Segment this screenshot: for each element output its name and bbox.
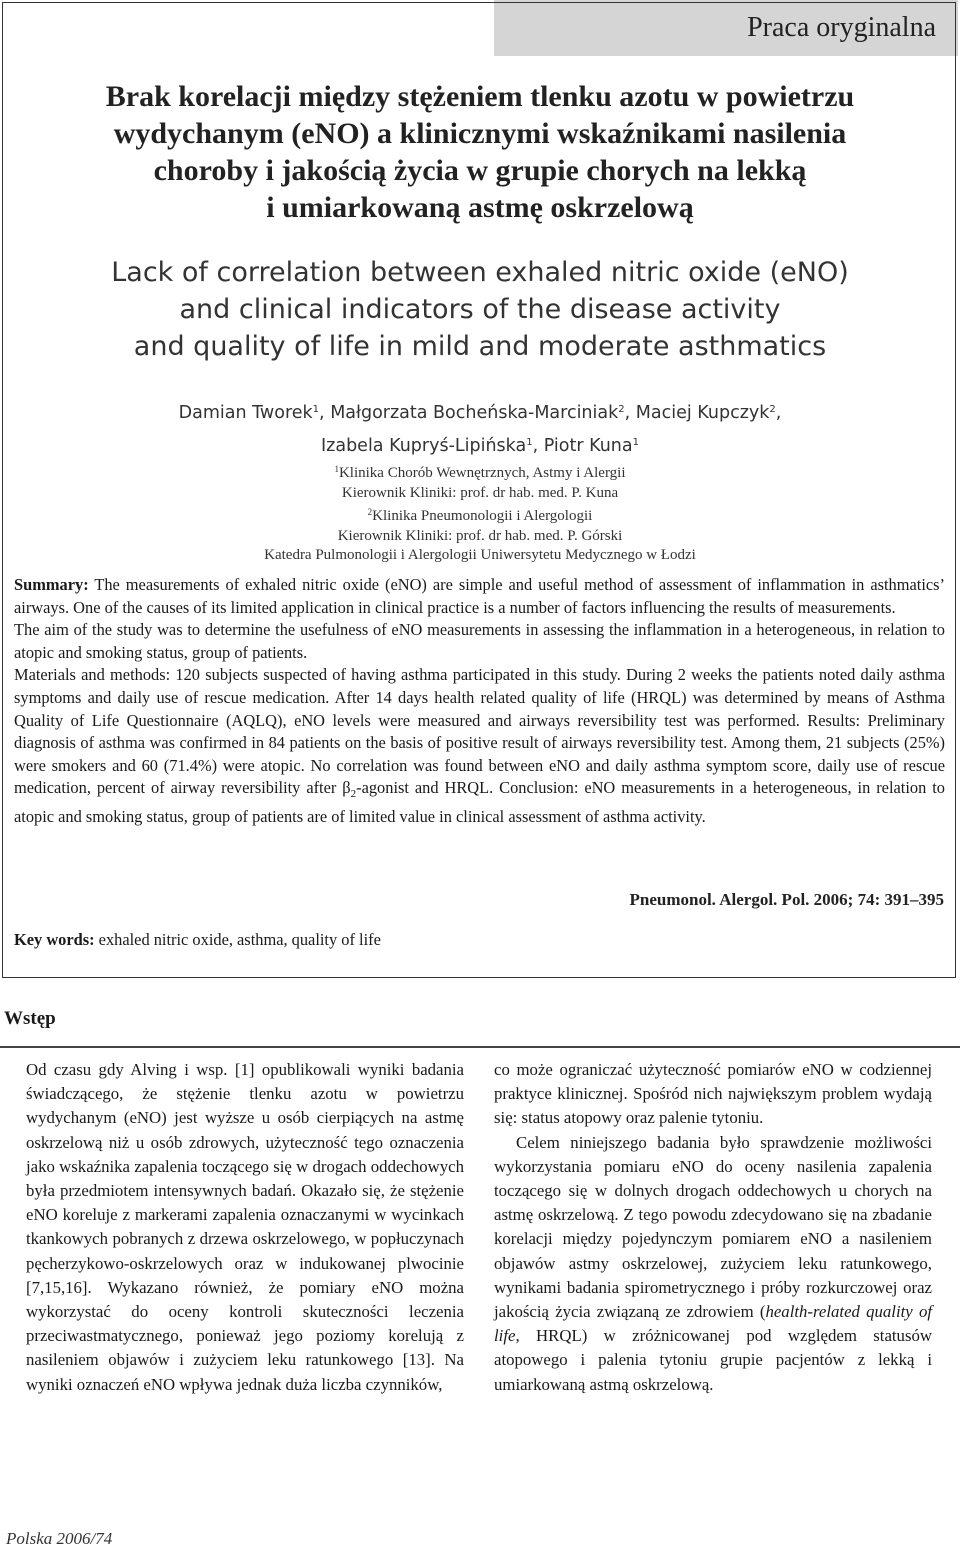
author-name: Piotr Kuna: [543, 436, 633, 456]
author-separator: ,: [319, 403, 331, 423]
section-heading: Wstęp: [4, 1008, 56, 1029]
summary-label: Summary:: [14, 575, 89, 594]
keywords: [14, 930, 381, 950]
affiliation-name: Klinika Chorób Wewnętrznych, Astmy i Alergii: [338, 465, 626, 481]
department: Katedra Pulmonologii i Alergologii Uniwersytetu Medycznego w Łodzi: [264, 547, 696, 563]
keywords-label: Key words:: [14, 930, 95, 949]
citation-details: 2006; 74: 391–395: [809, 890, 944, 909]
summary-paragraph: [14, 574, 945, 619]
author-affiliation-mark: 2: [618, 404, 625, 415]
summary-text: The measurements of exhaled nitric oxide (eNO) are simple and useful method of assessment of inflammation in asthmatics’ airways. One of the causes of its limited application in clinical practice is a number of factors influencing the results of measurements.: [14, 575, 945, 617]
summary-text: -agonist and HRQL. Conclusion: eNO measurements in a heterogeneous, in relation to atopic and smoking status, group of patients are of limited value in clinical assessment of asthma activity.: [14, 778, 945, 826]
title-polish-line: choroby i jakością życia w grupie chorych na lekką: [153, 154, 807, 187]
body-text: , HRQL) w zróżnicowanej pod względem statusów atopowego i palenia tytoniu grupie pacjentów z lekką i umiarkowaną astmą oskrzelową.: [494, 1326, 932, 1394]
author-affiliation-mark: 2: [769, 404, 776, 415]
affiliation-1: [20, 460, 940, 484]
summary-paragraph: [14, 664, 945, 828]
author-affiliation-mark: 1: [312, 404, 320, 415]
author-separator: ,: [624, 403, 636, 423]
title-polish-line: wydychanym (eNO) a klinicznymi wskaźnikami nasilenia: [113, 117, 847, 150]
author-separator: ,: [532, 436, 544, 456]
summary-text: Materials and methods: 120 subjects suspected of having asthma participated in this study. During 2 weeks the patients noted daily asthma symptoms and daily use of rescue medication. After 14 days health related quality of life (HRQL) was determined by means of Asthma Quality of Life Questionnaire (AQLQ), eNO levels were measured and airways reversibility test was performed. Results: Preliminary diagnosis of asthma was confirmed in 84 patients on the basis of positive result of airways reversibility test. Among them, 21 subjects (25%) were smokers and 60 (71.4%) were atopic. No correlation was found between eNO and daily asthma symptom score, daily use of rescue medication, percent of airway reversibility after β: [14, 665, 945, 798]
body-paragraph: Od czasu gdy Alving i wsp. [1] opublikowali wyniki badania świadczącego, że stężenie tlenku azotu w powietrzu wydychanym (eNO) jest wyższe u osób cierpiących na astmę oskrzelową niż u osób zdrowych, użyteczność tego oznaczenia jako wskaźnika zapalenia toczącego się w drogach oddechowych była przedmiotem intensywnych badań. Okazało się, że stężenie eNO koreluje z markerami zapalenia oznaczanymi w wycinkach tkankowych pobranych z drzewa oskrzelowego, w popłuczynach pęcherzykowo-oskrzelowych oraz w indukowanej plwocinie [7,15,16]. Wykazano również, że pomiary eNO można wykorzystać do oceny kontroli skuteczności leczenia przeciwastmatycznego, ponieważ jego poziomy korelują z nasileniem objawów i zużyciem leku ratunkowego [13]. Na wyniki oznaczeń eNO wpływa jednak duża liczba czynników,: [26, 1060, 464, 1394]
affiliation-mark: 2: [367, 507, 373, 517]
body-column-left: [26, 1058, 464, 1397]
author-line: [20, 395, 940, 428]
author-list: [20, 395, 940, 461]
citation: [630, 890, 945, 910]
summary-paragraph: The aim of the study was to determine the usefulness of eNO measurements in assessing the inflammation in a heterogeneous, in relation to atopic and smoking status, group of patients.: [14, 620, 945, 662]
affiliation-1-head: Kierownik Kliniki: prof. dr hab. med. P. Kuna: [341, 484, 619, 501]
author-name: Izabela Kupryś-Lipińska: [321, 436, 527, 456]
author-affiliation-mark: 1: [632, 437, 639, 448]
summary: [14, 574, 945, 829]
affiliation-2-head: Kierownik Kliniki: prof. dr hab. med. P. Górski: [337, 527, 623, 544]
body-column-right: [494, 1058, 932, 1397]
citation-journal: Pneumonol. Alergol. Pol.: [629, 890, 810, 909]
affiliation-2: [20, 503, 940, 527]
author-separator: ,: [775, 403, 782, 423]
keywords-text: exhaled nitric oxide, asthma, quality of life: [94, 930, 381, 949]
title-english-line: and quality of life in mild and moderate asthmatics: [133, 331, 827, 362]
article-type-label: Praca oryginalna: [747, 12, 936, 43]
title-polish: [20, 78, 940, 226]
affiliations: [20, 460, 940, 566]
title-english-line: and clinical indicators of the disease activity: [179, 294, 781, 325]
body-paragraph: [494, 1131, 932, 1397]
page-footer: Polska 2006/74: [6, 1529, 113, 1548]
body-paragraph: co może ograniczać użyteczność pomiarów eNO w codziennej praktyce klinicznej. Spośród nich największym problem wydają się: status atopowy oraz palenie tytoniu.: [494, 1060, 932, 1128]
section-divider: [0, 1046, 960, 1048]
title-polish-line: Brak korelacji między stężeniem tlenku azotu w powietrzu: [105, 80, 855, 113]
body-text: Celem niniejszego badania było sprawdzenie możliwości wykorzystania pomiaru eNO do oceny nasilenia zapalenia toczącego się w dolnych drogach oddechowych u chorych na astmę oskrzelową. Z tego powodu zdecydowano się na zbadanie korelacji między pojedynczym pomiarem eNO a nasileniem objawów astmy oskrzelowej, zużyciem leku ratunkowego, wynikami badania spirometrycznego i próby rozkurczowej oraz jakością życia związaną ze zdrowiem (: [494, 1132, 932, 1322]
affiliation-name: Klinika Pneumonologii i Alergologii: [372, 508, 593, 524]
title-polish-line: i umiarkowaną astmę oskrzelową: [266, 191, 694, 224]
author-name: Damian Tworek: [178, 403, 313, 423]
author-name: Maciej Kupczyk: [635, 403, 770, 423]
author-line: [20, 428, 940, 461]
author-name: Małgorzata Bocheńska-Marciniak: [330, 403, 619, 423]
author-affiliation-mark: 1: [526, 437, 533, 448]
title-english-line: Lack of correlation between exhaled nitric oxide (eNO): [111, 257, 849, 288]
title-english: [20, 254, 940, 365]
body-text-italic: health-related quality of life: [494, 1302, 933, 1346]
affiliation-mark: 1: [334, 464, 339, 474]
beta-subscript: 2: [350, 788, 357, 801]
